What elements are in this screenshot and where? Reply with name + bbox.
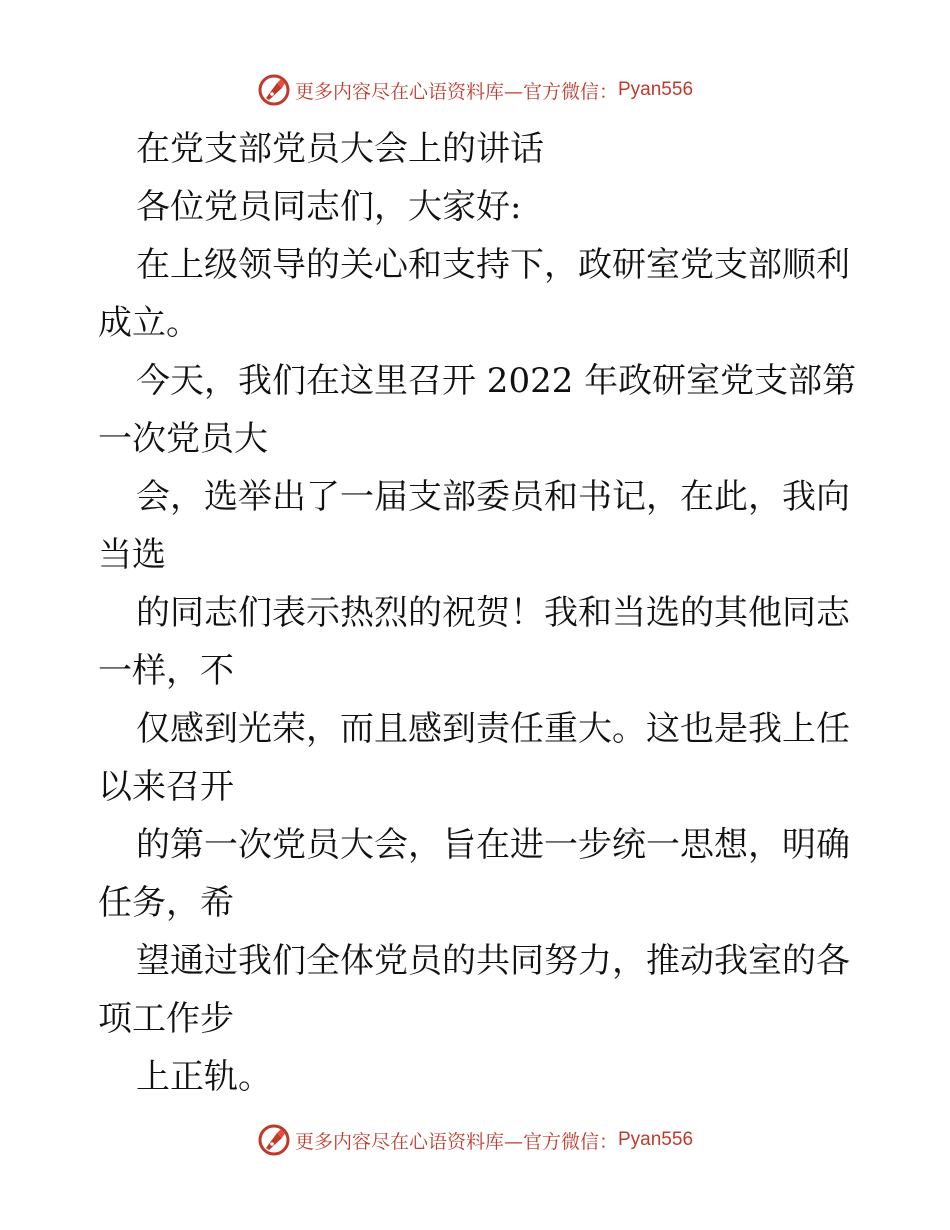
text-line: 上正轨。: [136, 1057, 272, 1097]
text-line: 任务，希: [98, 883, 234, 923]
text-line: 一次党员大: [98, 419, 268, 459]
text-line: 项工作步: [98, 999, 234, 1039]
header-wechat-id: Pyan556: [618, 79, 694, 100]
footer-banner: [0, 1120, 950, 1160]
pen-nib-logo-icon: [257, 1123, 291, 1157]
text-line: 以来召开: [98, 767, 234, 807]
footer-banner-content: [257, 1123, 693, 1157]
header-banner-content: [257, 73, 693, 107]
footer-banner-text: 更多内容尽在心语资料库—官方微信：: [294, 1130, 618, 1153]
footer-wechat-id: Pyan556: [618, 1129, 694, 1150]
text-line: 在上级领导的关心和支持下，政研室党支部顺利: [136, 245, 850, 285]
text-line: 的第一次党员大会，旨在进一步统一思想，明确: [136, 825, 850, 865]
header-banner-text: 更多内容尽在心语资料库—官方微信：: [294, 80, 618, 103]
text-line: 当选: [98, 535, 166, 575]
text-line: 一样，不: [98, 651, 234, 691]
text-line: 的同志们表示热烈的祝贺！我和当选的其他同志: [136, 593, 850, 633]
document-title: 在党支部党员大会上的讲话: [136, 129, 544, 169]
pen-nib-logo-icon: [257, 73, 291, 107]
text-line: 会，选举出了一届支部委员和书记，在此，我向: [136, 477, 850, 517]
text-line: 望通过我们全体党员的共同努力，推动我室的各: [136, 941, 850, 981]
text-line: 仅感到光荣，而且感到责任重大。这也是我上任: [136, 709, 850, 749]
text-line: 成立。: [98, 303, 200, 343]
document-greeting: 各位党员同志们，大家好:: [136, 187, 522, 227]
text-line: 今天，我们在这里召开 2022 年政研室党支部第: [136, 361, 857, 401]
document-body: [98, 120, 858, 1106]
header-banner: [0, 70, 950, 110]
